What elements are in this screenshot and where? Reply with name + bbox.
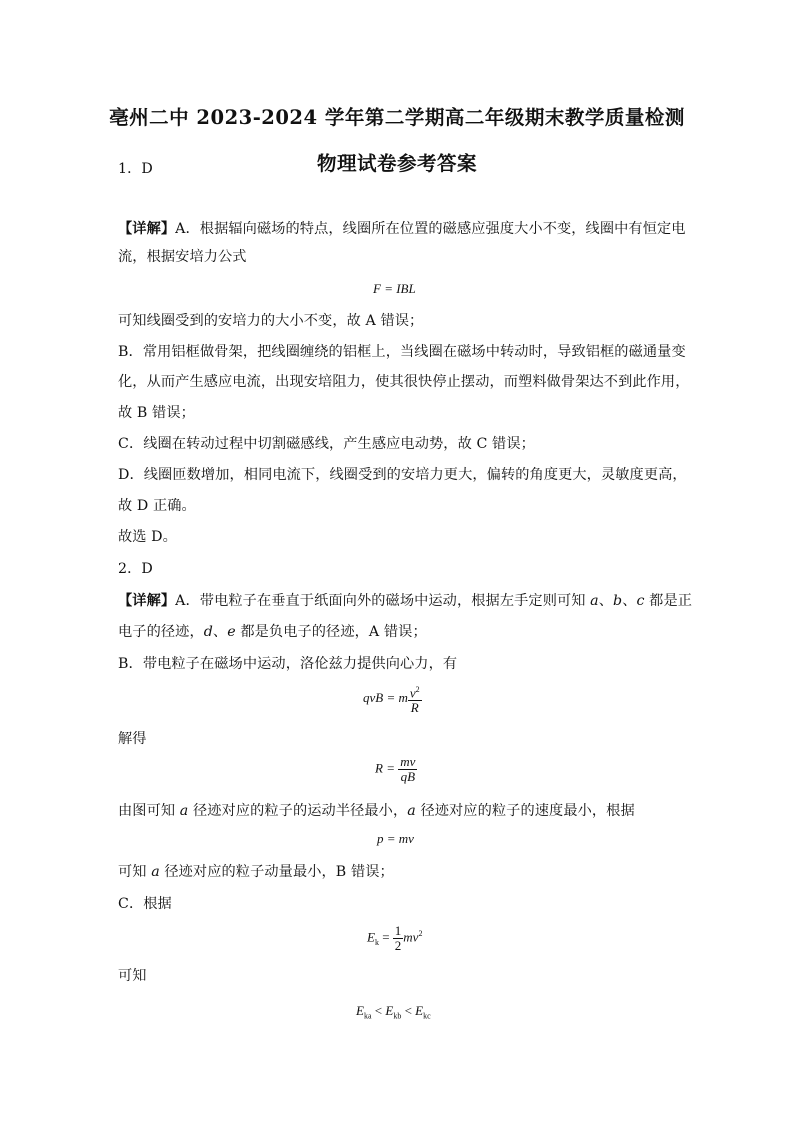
E: E bbox=[356, 1003, 364, 1018]
q2-line-5 bbox=[118, 801, 688, 821]
denominator: 2 bbox=[394, 938, 402, 953]
q1-line-1 bbox=[118, 219, 688, 239]
q1-text-a: A．根据辐向磁场的特点，线圈所在位置的磁感应强度大小不变，线圈中有恒定电 bbox=[175, 221, 686, 237]
q1-number: 1．D bbox=[118, 161, 153, 177]
detail-tag: 【详解】 bbox=[118, 593, 176, 609]
q2-line-2 bbox=[118, 622, 688, 642]
denominator: R bbox=[410, 700, 419, 716]
equation-lorentz-centripetal bbox=[363, 683, 422, 715]
equation-kinetic-energy bbox=[367, 924, 422, 953]
superscript: 2 bbox=[415, 685, 420, 694]
subscript: kb bbox=[393, 1011, 402, 1021]
subscript: ka bbox=[363, 1011, 372, 1021]
q2-text-a: A．带电粒子在垂直于纸面向外的磁场中运动，根据左手定则可知 bbox=[175, 593, 591, 609]
text: 可知 bbox=[118, 864, 152, 880]
numerator: mv bbox=[400, 754, 416, 769]
num-text: v bbox=[409, 685, 416, 701]
var-a: a bbox=[179, 803, 189, 819]
var-a: a bbox=[407, 803, 416, 819]
q2-line-1 bbox=[118, 591, 693, 611]
sep: 、 bbox=[598, 593, 614, 609]
text: 径迹对应的粒子的运动半径最小， bbox=[188, 803, 408, 819]
text: 由图可知 bbox=[118, 803, 180, 819]
subscript: k bbox=[374, 938, 379, 948]
q1-line-7: C．线圈在转动过程中切割磁感线，产生感应电动势，故 C 错误； bbox=[118, 436, 535, 452]
sep: 、 bbox=[622, 593, 637, 609]
q2-text-c: 电子的径迹， bbox=[118, 624, 204, 640]
text: 径迹对应的粒子动量最小，B 错误； bbox=[159, 864, 394, 880]
q1-line-4: B．常用铝框做骨架，把线圈缠绕的铝框上，当线圈在磁场中转动时，导致铝框的磁通量变 bbox=[118, 344, 686, 360]
denominator: qB bbox=[400, 769, 416, 784]
numerator bbox=[408, 683, 422, 701]
var-a: a bbox=[151, 864, 160, 880]
q2-line-6 bbox=[118, 862, 688, 882]
eq-E: E bbox=[367, 929, 375, 945]
page-subtitle: 物理试卷参考答案 bbox=[316, 152, 477, 175]
q1-line-3: 可知线圈受到的安培力的大小不变，故 A 错误； bbox=[118, 313, 424, 329]
less-than: < bbox=[401, 1003, 416, 1018]
q2-line-3: B．带电粒子在磁场中运动，洛伦兹力提供向心力，有 bbox=[118, 656, 458, 672]
detail-tag: 【详解】 bbox=[118, 221, 176, 237]
equation-radius bbox=[375, 755, 417, 784]
fraction bbox=[398, 755, 417, 784]
q2-number: 2．D bbox=[118, 561, 153, 577]
q2-line-7: C．根据 bbox=[118, 896, 172, 912]
E: E bbox=[415, 1003, 424, 1018]
var-b: b bbox=[613, 593, 623, 609]
var-a: a bbox=[590, 593, 599, 609]
E: E bbox=[385, 1003, 394, 1018]
equation-ampere-force: F = IBL bbox=[373, 281, 416, 296]
fraction bbox=[393, 924, 404, 953]
q1-line-10: 故选 D。 bbox=[118, 529, 177, 545]
q1-line-2: 流，根据安培力公式 bbox=[118, 249, 247, 265]
var-d: d bbox=[203, 624, 213, 640]
less-than: < bbox=[371, 1003, 386, 1018]
q1-line-5: 化，从而产生感应电流，出现安培阻力，使其很快停止摆动，而塑料做骨架达不到此作用， bbox=[118, 374, 690, 390]
q2-line-4: 解得 bbox=[118, 731, 147, 747]
superscript: 2 bbox=[418, 929, 423, 939]
page-title: 亳州二中 2023-2024 学年第二学期高二年级期末教学质量检测 bbox=[109, 106, 685, 129]
equation-momentum: p = mv bbox=[377, 831, 414, 846]
inequality-kinetic-energies bbox=[356, 1003, 431, 1021]
q2-text-b: 都是正 bbox=[644, 593, 693, 609]
q1-line-6: 故 B 错误； bbox=[118, 405, 195, 421]
sep: 、 bbox=[212, 624, 228, 640]
text: 径迹对应的粒子的速度最小，根据 bbox=[415, 803, 635, 819]
numerator: 1 bbox=[394, 923, 402, 938]
equals: = bbox=[378, 929, 393, 945]
q1-line-9: 故 D 正确。 bbox=[118, 498, 196, 514]
q1-line-8: D．线圈匝数增加，相同电流下，线圈受到的安培力更大，偏转的角度更大，灵敏度更高， bbox=[118, 467, 687, 483]
eq-left: qvB = m bbox=[363, 690, 408, 706]
fraction bbox=[408, 683, 422, 715]
eq-right: mv bbox=[403, 929, 419, 945]
subscript: kc bbox=[423, 1011, 431, 1021]
q2-line-8: 可知 bbox=[118, 968, 147, 984]
eq-left: R = bbox=[375, 760, 399, 776]
var-e: e bbox=[227, 624, 236, 640]
q2-text-d: 都是负电子的径迹，A 错误； bbox=[235, 624, 427, 640]
var-c: c bbox=[636, 593, 645, 609]
